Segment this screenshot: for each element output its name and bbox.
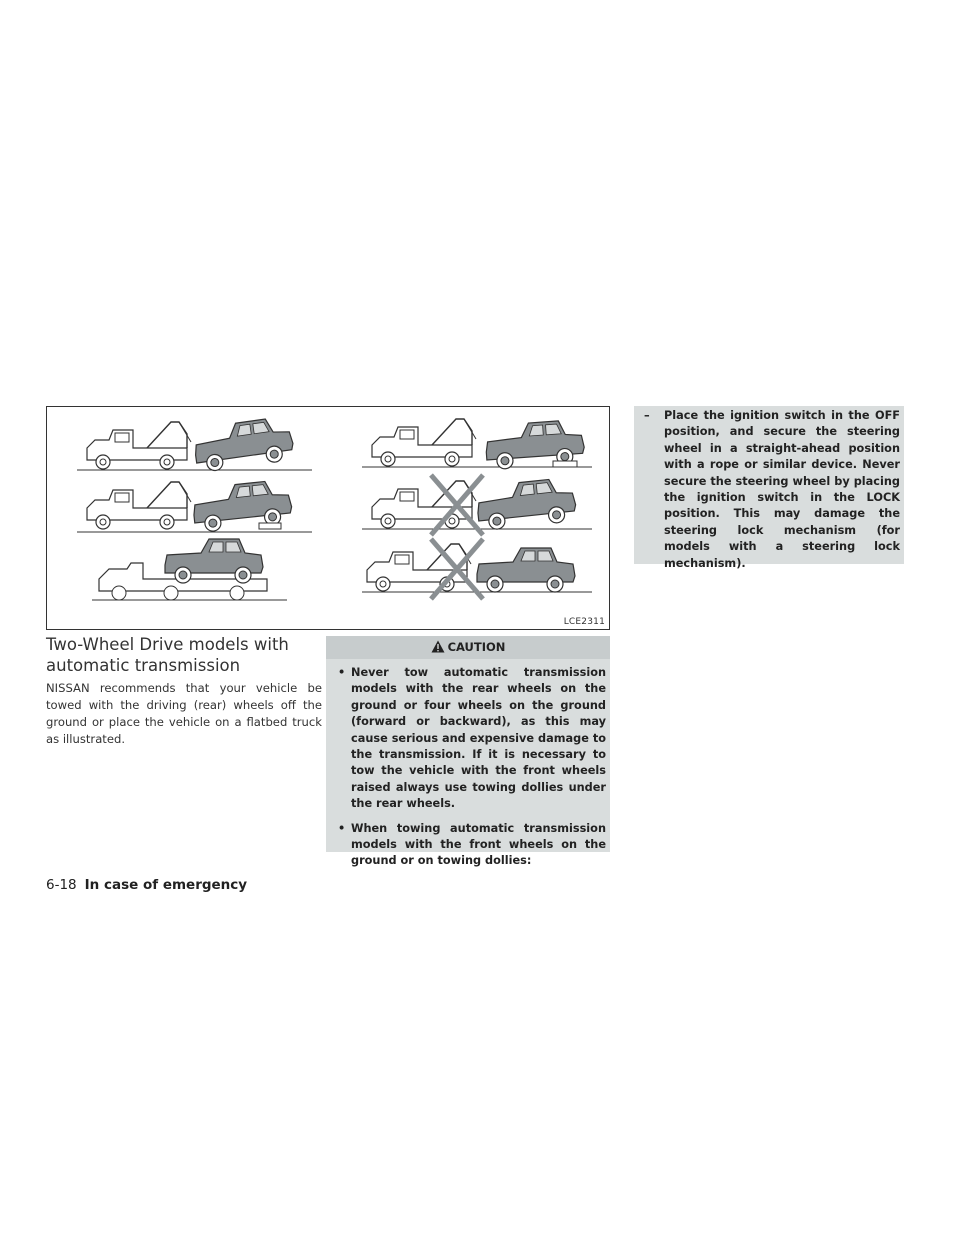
- warning-triangle-icon: [431, 640, 445, 653]
- scene-dolly-front: [362, 419, 592, 470]
- scene-wheel-lift-rear: [77, 416, 312, 473]
- caution-sub-item: [644, 408, 900, 572]
- caution-item: [338, 821, 606, 870]
- scene-dolly-rear: [77, 479, 312, 533]
- towing-diagram-svg: [47, 407, 609, 629]
- caution-list: [326, 659, 610, 870]
- cross-mark-icon: [431, 539, 483, 599]
- caution-continued-box: [634, 406, 904, 570]
- dash-glyph: –: [644, 409, 650, 422]
- caution-header: [326, 636, 610, 659]
- caution-item: [338, 665, 606, 813]
- caution-title: CAUTION: [447, 640, 506, 654]
- caution-box: [326, 636, 610, 868]
- page-footer: [46, 877, 247, 893]
- towing-illustration: [46, 406, 610, 630]
- scene-incorrect-2: [362, 539, 592, 599]
- footer-section-title: In case of emergency: [84, 877, 248, 893]
- section-body: NISSAN recommends that your vehicle be towed with the driving (rear) wheels off the ground or place the vehicle on a flatbed truck as illustrated.: [46, 681, 322, 746]
- page-number: 6-18: [46, 877, 77, 893]
- bullet-glyph: •: [338, 821, 346, 835]
- scene-incorrect-1: [362, 475, 592, 535]
- bullet-glyph: •: [338, 666, 346, 679]
- scene-flatbed: [92, 539, 287, 600]
- section-heading: Two-Wheel Drive models with automatic transmission: [46, 635, 289, 675]
- figure-code: LCE2311: [563, 617, 605, 627]
- caution-item-text: Never tow automatic transmission models with the rear wheels on the ground or four wheels on the ground (forward or backward), as this may cause serious and expensive damage to the transmission. If it is necessary to tow the vehicle with the front wheels raised always use towing dollies under the rear wheels.: [351, 666, 606, 811]
- caution-sub-item-text: Place the ignition switch in the OFF position, and secure the steering wheel in a straight-ahead position with a rope or similar device. Never secure the steering wheel by placing the ignition switch in the LOCK position. This may damage the steering lock mechanism (for models with a steering lock mechanism).: [664, 409, 900, 570]
- caution-item-text: When towing automatic transmission models with the front wheels on the ground or on towing dollies:: [351, 821, 606, 868]
